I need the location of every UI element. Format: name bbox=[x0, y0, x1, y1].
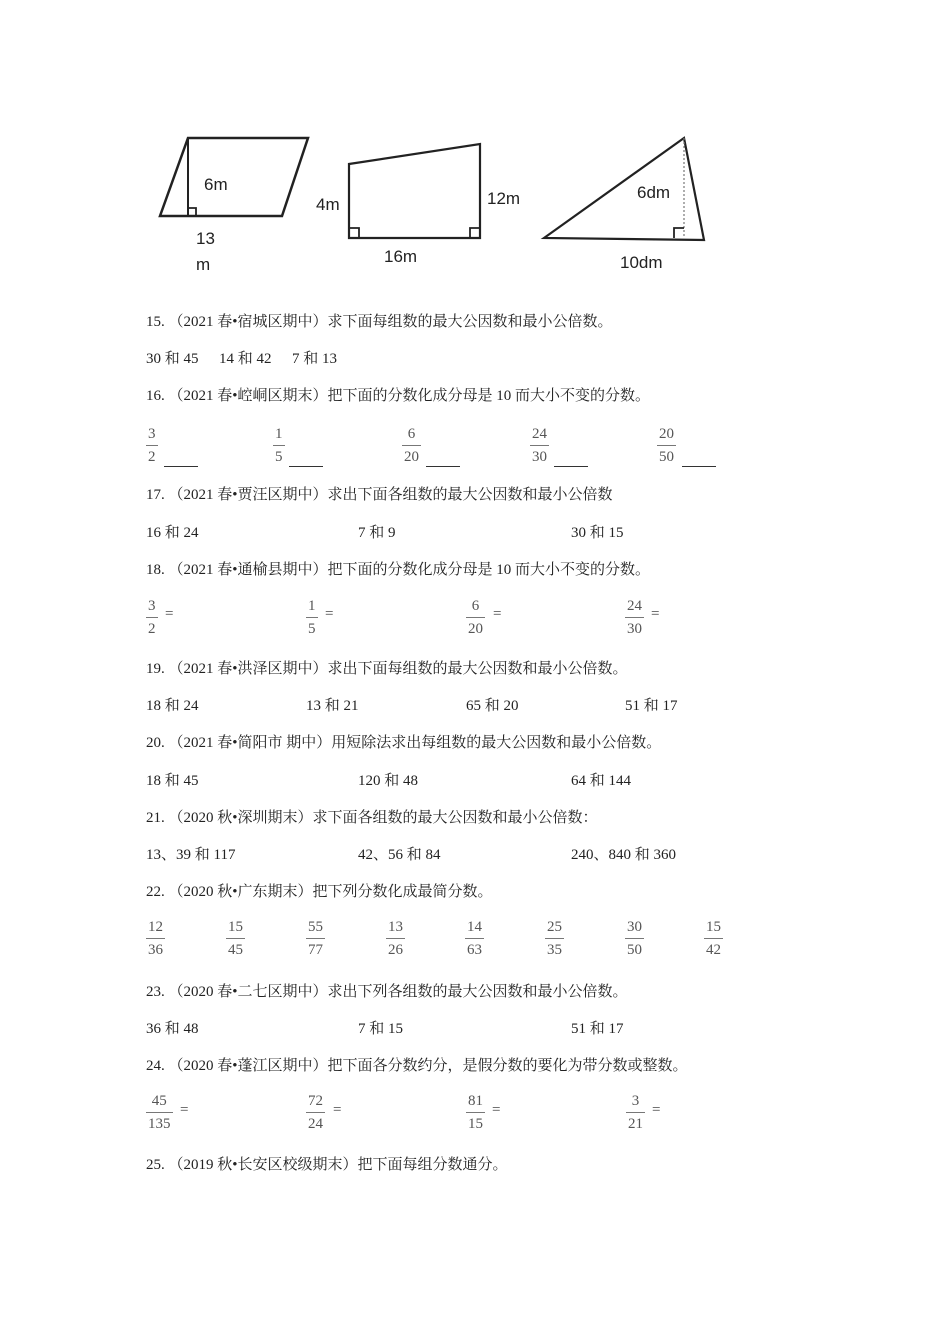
question-source: （2021 春•宿城区期中） bbox=[168, 314, 328, 330]
numerator: 6 bbox=[407, 426, 416, 442]
fraction bbox=[306, 917, 325, 960]
answer-blank[interactable] bbox=[164, 466, 198, 467]
denominator: 45 bbox=[228, 942, 243, 958]
denominator: 63 bbox=[467, 942, 482, 958]
question-source: （2021 春•简阳市 期中） bbox=[168, 735, 332, 751]
fraction bbox=[545, 917, 564, 960]
question-text: 求下面各组数的最大公因数和最小公倍数： bbox=[312, 810, 598, 826]
fraction bbox=[466, 1091, 485, 1134]
trapezoid-bottom-label: 16m bbox=[384, 247, 418, 266]
numerator: 6 bbox=[471, 598, 480, 614]
question-number: 22. bbox=[146, 884, 165, 900]
numerator: 12 bbox=[148, 919, 163, 935]
denominator: 36 bbox=[148, 942, 163, 958]
question-22 bbox=[146, 882, 493, 902]
q21-group: 42、56 和 84 bbox=[358, 847, 441, 863]
question-text: 用短除法求出每组数的最大公因数和最小公倍数。 bbox=[331, 735, 662, 751]
right-angle-mark bbox=[674, 228, 684, 238]
denominator: 30 bbox=[627, 621, 642, 637]
fraction bbox=[657, 424, 676, 467]
numerator: 72 bbox=[308, 1093, 323, 1109]
question-number: 24. bbox=[146, 1058, 165, 1074]
q20-group: 64 和 144 bbox=[571, 773, 632, 789]
fraction bbox=[146, 424, 158, 467]
question-17 bbox=[146, 485, 613, 505]
fraction bbox=[146, 1091, 173, 1134]
fraction bbox=[306, 596, 318, 639]
figure-svg bbox=[150, 128, 720, 278]
answer-blank[interactable] bbox=[426, 466, 460, 467]
question-text: 把下面的分数化成分母是 10 而大小不变的分数。 bbox=[327, 562, 651, 578]
q20-group: 18 和 45 bbox=[146, 773, 199, 789]
parallelogram-height-label: 6m bbox=[204, 175, 228, 194]
fraction bbox=[226, 917, 245, 960]
question-text: 把下列分数化成最简分数。 bbox=[312, 884, 493, 900]
question-number: 21. bbox=[146, 810, 165, 826]
question-number: 23. bbox=[146, 984, 165, 1000]
trapezoid-shape bbox=[349, 144, 480, 238]
denominator: 5 bbox=[275, 449, 283, 465]
fraction bbox=[402, 424, 421, 467]
parallelogram-shape bbox=[160, 138, 308, 216]
fraction bbox=[306, 1091, 325, 1134]
q15-group: 14 和 42 bbox=[219, 351, 272, 367]
numerator: 45 bbox=[151, 1093, 167, 1109]
fraction bbox=[146, 596, 158, 639]
numerator: 3 bbox=[631, 1093, 640, 1109]
denominator: 42 bbox=[706, 942, 721, 958]
equals-sign: = bbox=[492, 1102, 501, 1118]
question-source: （2021 春•崆峒区期末） bbox=[168, 388, 328, 404]
question-16 bbox=[146, 386, 650, 406]
right-angle-mark bbox=[349, 228, 359, 238]
question-24 bbox=[146, 1056, 688, 1076]
denominator: 35 bbox=[547, 942, 562, 958]
question-source: （2020 春•蓬江区期中） bbox=[168, 1058, 328, 1074]
question-text: 把下面每组分数通分。 bbox=[357, 1157, 508, 1173]
question-25 bbox=[146, 1155, 508, 1175]
equals-sign: = bbox=[652, 1102, 661, 1118]
numerator: 15 bbox=[228, 919, 243, 935]
fraction bbox=[704, 917, 723, 960]
trapezoid-right-label: 12m bbox=[487, 189, 521, 208]
triangle-height-label: 6dm bbox=[637, 183, 671, 202]
denominator: 15 bbox=[468, 1116, 483, 1132]
question-text: 求出下面每组数的最大公因数和最小公倍数。 bbox=[327, 661, 628, 677]
denominator: 50 bbox=[659, 449, 674, 465]
q21-group: 240、840 和 360 bbox=[571, 847, 677, 863]
question-number: 15. bbox=[146, 314, 165, 330]
numerator: 14 bbox=[467, 919, 482, 935]
question-source: （2020 秋•广东期末） bbox=[168, 884, 313, 900]
question-source: （2019 秋•长安区校级期末） bbox=[168, 1157, 358, 1173]
numerator: 24 bbox=[627, 598, 642, 614]
q15-group: 30 和 45 bbox=[146, 351, 199, 367]
q15-group: 7 和 13 bbox=[292, 351, 338, 367]
q19-group: 18 和 24 bbox=[146, 698, 199, 714]
numerator: 3 bbox=[148, 598, 156, 614]
equals-sign: = bbox=[165, 606, 174, 622]
fraction bbox=[273, 424, 285, 467]
question-source: （2020 春•二七区期中） bbox=[168, 984, 328, 1000]
question-source: （2021 春•洪泽区期中） bbox=[168, 661, 328, 677]
fraction bbox=[465, 917, 484, 960]
numerator: 3 bbox=[148, 426, 156, 442]
q19-group: 65 和 20 bbox=[466, 698, 519, 714]
denominator: 20 bbox=[468, 621, 483, 637]
question-source: （2021 春•贾汪区期中） bbox=[168, 487, 328, 503]
q19-group: 13 和 21 bbox=[306, 698, 359, 714]
denominator: 26 bbox=[388, 942, 403, 958]
geometry-figures bbox=[150, 128, 720, 278]
parallelogram-base-label-bottom: m bbox=[196, 255, 211, 274]
q20-group: 120 和 48 bbox=[358, 773, 419, 789]
denominator: 50 bbox=[627, 942, 642, 958]
parallelogram-base-label-top: 13 bbox=[196, 229, 215, 248]
equals-sign: = bbox=[325, 606, 334, 622]
q17-group: 16 和 24 bbox=[146, 525, 199, 541]
answer-blank[interactable] bbox=[289, 466, 323, 467]
numerator: 55 bbox=[308, 919, 323, 935]
denominator: 5 bbox=[308, 621, 316, 637]
question-text: 求出下面各组数的最大公因数和最小公倍数 bbox=[327, 487, 613, 503]
q17-group: 30 和 15 bbox=[571, 525, 624, 541]
numerator: 30 bbox=[627, 919, 642, 935]
question-15 bbox=[146, 312, 613, 332]
numerator: 25 bbox=[547, 919, 562, 935]
question-number: 18. bbox=[146, 562, 165, 578]
numerator: 15 bbox=[706, 919, 721, 935]
equals-sign: = bbox=[180, 1102, 189, 1118]
equals-sign: = bbox=[651, 606, 660, 622]
numerator: 1 bbox=[308, 598, 316, 614]
triangle-shape bbox=[544, 138, 704, 240]
question-19 bbox=[146, 659, 628, 679]
equals-sign: = bbox=[493, 606, 502, 622]
q23-group: 7 和 15 bbox=[358, 1021, 404, 1037]
fraction bbox=[625, 917, 644, 960]
question-number: 16. bbox=[146, 388, 165, 404]
question-text: 把下面各分数约分，是假分数的要化为带分数或整数。 bbox=[327, 1058, 688, 1074]
denominator: 77 bbox=[308, 942, 323, 958]
q23-group: 36 和 48 bbox=[146, 1021, 199, 1037]
fraction bbox=[626, 1091, 645, 1134]
question-number: 20. bbox=[146, 735, 165, 751]
numerator: 1 bbox=[275, 426, 283, 442]
q17-group: 7 和 9 bbox=[358, 525, 396, 541]
answer-blank[interactable] bbox=[554, 466, 588, 467]
question-number: 25. bbox=[146, 1157, 165, 1173]
numerator: 24 bbox=[532, 426, 547, 442]
question-number: 19. bbox=[146, 661, 165, 677]
denominator: 2 bbox=[148, 449, 156, 465]
fraction bbox=[386, 917, 405, 960]
equals-sign: = bbox=[333, 1102, 342, 1118]
question-text: 求下面每组数的最大公因数和最小公倍数。 bbox=[327, 314, 613, 330]
fraction bbox=[146, 917, 165, 960]
denominator: 24 bbox=[308, 1116, 323, 1132]
question-text: 把下面的分数化成分母是 10 而大小不变的分数。 bbox=[327, 388, 651, 404]
fraction bbox=[625, 596, 644, 639]
triangle-base-label: 10dm bbox=[620, 253, 663, 272]
question-18 bbox=[146, 560, 650, 580]
q19-group: 51 和 17 bbox=[625, 698, 678, 714]
trapezoid-left-label: 4m bbox=[316, 195, 340, 214]
denominator: 135 bbox=[148, 1116, 171, 1132]
q21-group: 13、39 和 117 bbox=[146, 847, 236, 863]
denominator: 2 bbox=[148, 621, 156, 637]
numerator: 20 bbox=[659, 426, 674, 442]
denominator: 21 bbox=[628, 1116, 643, 1132]
question-23 bbox=[146, 982, 628, 1002]
question-number: 17. bbox=[146, 487, 165, 503]
numerator: 13 bbox=[388, 919, 403, 935]
question-source: （2021 春•通榆县期中） bbox=[168, 562, 328, 578]
denominator: 20 bbox=[404, 449, 419, 465]
question-20 bbox=[146, 733, 661, 753]
q23-group: 51 和 17 bbox=[571, 1021, 624, 1037]
denominator: 30 bbox=[532, 449, 547, 465]
answer-blank[interactable] bbox=[682, 466, 716, 467]
fraction bbox=[466, 596, 485, 639]
question-21 bbox=[146, 808, 598, 828]
numerator: 81 bbox=[468, 1093, 483, 1109]
right-angle-mark bbox=[470, 228, 480, 238]
question-text: 求出下列各组数的最大公因数和最小公倍数。 bbox=[327, 984, 628, 1000]
question-source: （2020 秋•深圳期末） bbox=[168, 810, 313, 826]
fraction bbox=[530, 424, 549, 467]
